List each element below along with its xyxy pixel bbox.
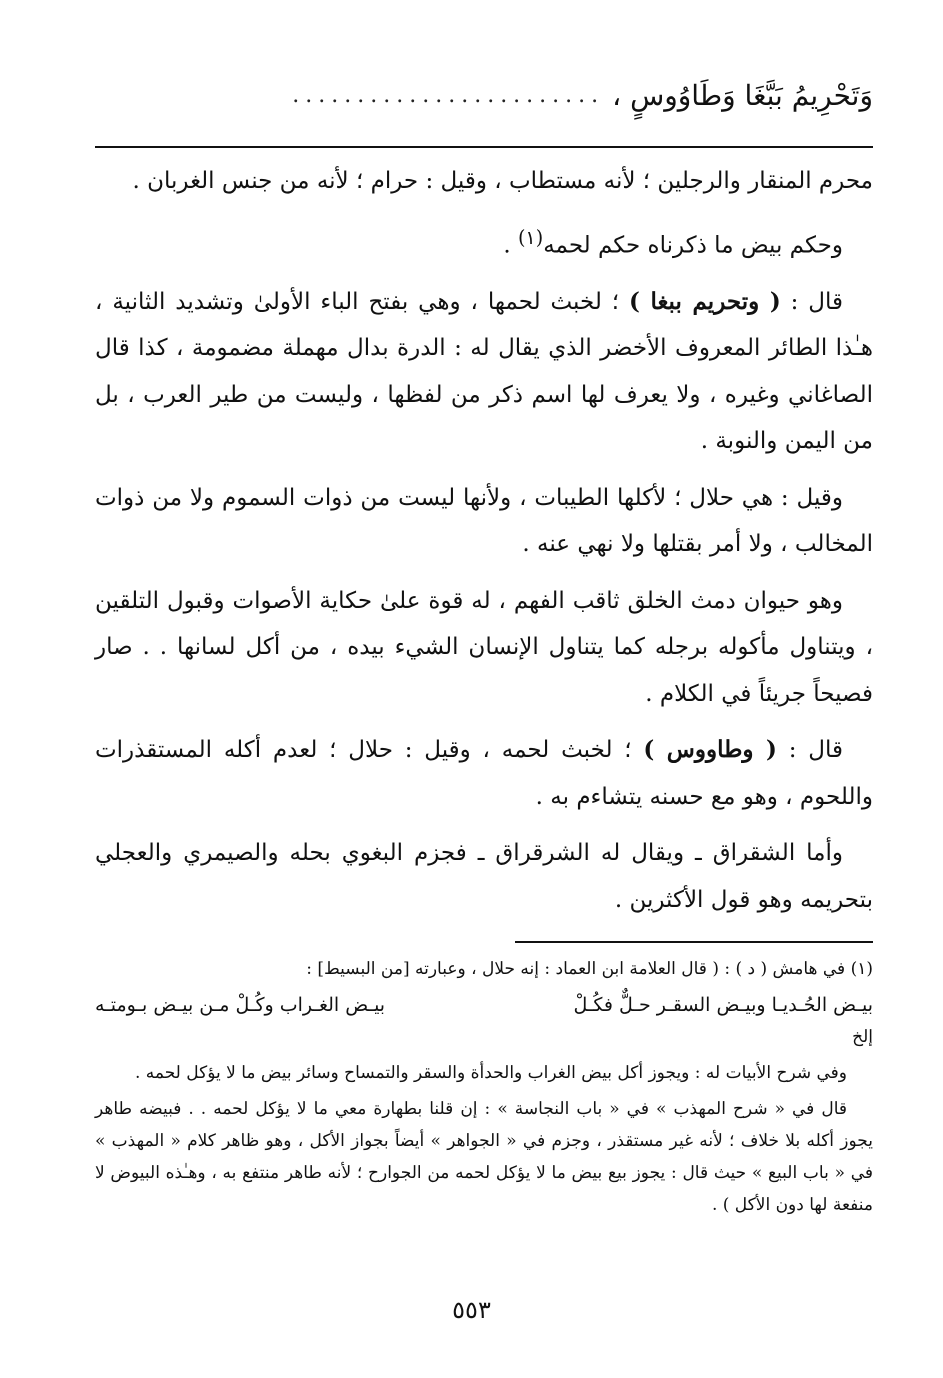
paragraph-2-text: وحكم بيض ما ذكرناه حكم لحمه — [543, 232, 843, 259]
paragraph-3 — [95, 279, 873, 465]
main-text — [95, 158, 873, 923]
paragraph-5: وهو حيوان دمث الخلق ثاقب الفهم ، له قوة علىٰ حكاية الأصوات وقبول التلقين ، ويتناول مأكوله برجله كما يتناول الإنسان الشيء بيده ، من أكل لسانها . . صار فصيحاً جريئاً في الكلام . — [95, 587, 873, 707]
paragraph-2-end: . — [503, 232, 518, 259]
header-rule — [95, 146, 873, 148]
paragraph-2 — [95, 215, 873, 269]
footnote-paragraph-3: قال في « شرح المهذب » في « باب النجاسة » : إن قلنا بطهارة معي ما لا يؤكل لحمه . . فبيضه طاهر يجوز أكله بلا خلاف ؛ لأنه غير مستقذر ، وجزم في « الجواهر » أيضاً بجواز الأكل ، وهو ظاهر كلام « المهذب » في « باب البيع » حيث قال : يجوز بيع بيض ما لا يؤكل لحمه من الجوارح ؛ لأنه طاهر منتفع به ، وهـٰذه البيوض لا منفعة لها دون الأكل ) . — [95, 1099, 873, 1216]
footnotes — [95, 953, 873, 1221]
paragraph-7: وأما الشقراق ـ ويقال له الشرقراق ـ فجزم البغوي بحله والصيمري والعجلي بتحريمه وهو قول الأكثرين . — [95, 840, 873, 913]
paragraph-3-rest: ؛ لخبث لحمها ، وهي بفتح الباء الأولىٰ وتشديد الثانية ، هـٰذا الطائر المعروف الأخضر الذي يقال له : الدرة بدال مهملة مضمومة ، كذا قال الصاغاني وغيره ، ولا يعرف لها اسم ذكر من لفظها ، وليست من طير العرب ، بل من اليمن والنوبة . — [95, 288, 873, 455]
paragraph-6-matn: ( وطاووس ) — [643, 736, 777, 764]
verse-second-hemistich: بيـض الغـراب وكُـلْ مـن بيـض بـومتـه — [95, 994, 386, 1017]
header-title: وَتَحْرِيمُ بَبَّغَا وَطَاوُوسٍ ، — [612, 79, 873, 112]
paragraph-6-prefix: قال : — [776, 737, 843, 764]
footnote-1: (١) في هامش ( د ) : ( قال العلامة ابن العماد : إنه حلال ، وعبارته [من البسيط] : — [306, 959, 873, 980]
paragraph-6-rest: ؛ لخبث لحمه ، وقيل : حلال ؛ لعدم أكله المستقذرات واللحوم ، وهو مع حسنه يتشاءم به . — [95, 737, 873, 810]
footnote-paragraph-2: وفي شرح الأبيات له : ويجوز أكل بيض الغراب والحدأة والسقر والتمساح وسائر بيض ما لا يؤكل لحمه . — [134, 1063, 847, 1084]
paragraph-1: محرم المنقار والرجلين ؛ لأنه مستطاب ، وقيل : حرام ؛ لأنه من جنس الغربان . — [132, 168, 873, 194]
footnote-etc: إلخ — [852, 1027, 873, 1048]
header-leader-dots: ........................ — [292, 83, 605, 108]
paragraph-3-prefix: قال : — [780, 288, 843, 315]
verse-first-hemistich: بيـض الحُـديـا وبيـض السقـر حـلٌّ فكُـلْ — [573, 994, 873, 1017]
paragraph-6 — [95, 727, 873, 820]
paragraph-3-matn: ( وتحريم ببغا ) — [628, 287, 781, 315]
poetry-verse — [95, 989, 873, 1021]
page-number: ٥٥٣ — [452, 1296, 491, 1324]
running-header — [95, 70, 873, 122]
book-page — [95, 70, 873, 1225]
footnote-marker: (١) — [517, 225, 544, 249]
paragraph-4: وقيل : هي حلال ؛ لأكلها الطيبات ، ولأنها ليست من ذوات السموم ولا من ذوات المخالب ، ولا أمر بقتلها ولا نهي عنه . — [95, 484, 873, 558]
footnote-rule — [515, 941, 873, 943]
